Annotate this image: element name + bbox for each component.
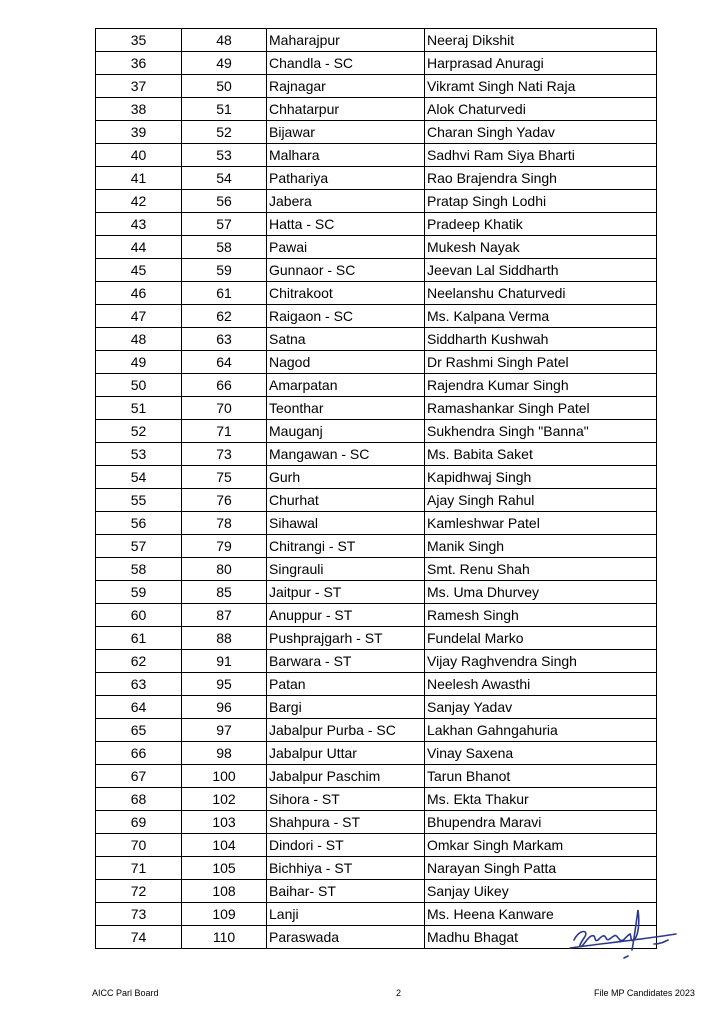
candidate-name-cell: Lakhan Gahngahuria [425,719,657,742]
ac-number-cell: 88 [182,627,267,650]
ac-number-cell: 73 [182,443,267,466]
serial-number-cell: 47 [96,305,182,328]
table-row [96,696,657,719]
constituency-cell: Pawai [267,236,425,259]
constituency-cell: Sihawal [267,512,425,535]
ac-number-cell: 56 [182,190,267,213]
candidate-name-cell: Kapidhwaj Singh [425,466,657,489]
ac-number-cell: 52 [182,121,267,144]
ac-number-cell: 91 [182,650,267,673]
table-row [96,765,657,788]
constituency-cell: Jaitpur - ST [267,581,425,604]
table-row [96,213,657,236]
table-row [96,236,657,259]
table-row [96,558,657,581]
ac-number-cell: 59 [182,259,267,282]
ac-number-cell: 71 [182,420,267,443]
candidate-name-cell: Narayan Singh Patta [425,857,657,880]
constituency-cell: Raigaon - SC [267,305,425,328]
ac-number-cell: 64 [182,351,267,374]
ac-number-cell: 54 [182,167,267,190]
serial-number-cell: 48 [96,328,182,351]
ac-number-cell: 98 [182,742,267,765]
table-row [96,627,657,650]
table-row [96,650,657,673]
ac-number-cell: 87 [182,604,267,627]
serial-number-cell: 41 [96,167,182,190]
constituency-cell: Satna [267,328,425,351]
candidate-name-cell: Siddharth Kushwah [425,328,657,351]
ac-number-cell: 53 [182,144,267,167]
serial-number-cell: 63 [96,673,182,696]
constituency-cell: Hatta - SC [267,213,425,236]
table-row [96,466,657,489]
table-row [96,834,657,857]
footer-right-text: File MP Candidates 2023 [594,988,695,998]
candidate-name-cell: Smt. Renu Shah [425,558,657,581]
constituency-cell: Jabalpur Uttar [267,742,425,765]
signature-image [568,904,680,966]
candidate-name-cell: Ms. Uma Dhurvey [425,581,657,604]
constituency-cell: Jabalpur Paschim [267,765,425,788]
ac-number-cell: 100 [182,765,267,788]
ac-number-cell: 85 [182,581,267,604]
serial-number-cell: 54 [96,466,182,489]
table-row [96,397,657,420]
constituency-cell: Singrauli [267,558,425,581]
constituency-cell: Anuppur - ST [267,604,425,627]
table-row [96,512,657,535]
table-row [96,535,657,558]
candidate-name-cell: Tarun Bhanot [425,765,657,788]
table-row [96,811,657,834]
ac-number-cell: 50 [182,75,267,98]
ac-number-cell: 104 [182,834,267,857]
serial-number-cell: 44 [96,236,182,259]
serial-number-cell: 37 [96,75,182,98]
candidate-name-cell: Dr Rashmi Singh Patel [425,351,657,374]
serial-number-cell: 46 [96,282,182,305]
candidates-table-body [96,29,657,949]
ac-number-cell: 49 [182,52,267,75]
constituency-cell: Gurh [267,466,425,489]
candidate-name-cell: Manik Singh [425,535,657,558]
ac-number-cell: 51 [182,98,267,121]
candidate-name-cell: Neeraj Dikshit [425,29,657,52]
constituency-cell: Dindori - ST [267,834,425,857]
serial-number-cell: 65 [96,719,182,742]
ac-number-cell: 103 [182,811,267,834]
ac-number-cell: 75 [182,466,267,489]
serial-number-cell: 35 [96,29,182,52]
constituency-cell: Pathariya [267,167,425,190]
serial-number-cell: 70 [96,834,182,857]
table-row [96,351,657,374]
candidate-name-cell: Sanjay Uikey [425,880,657,903]
candidate-name-cell: Ms. Heena Kanware [425,903,657,926]
table-row [96,167,657,190]
table-row [96,374,657,397]
table-row [96,98,657,121]
table-row [96,52,657,75]
constituency-cell: Mauganj [267,420,425,443]
ac-number-cell: 78 [182,512,267,535]
serial-number-cell: 61 [96,627,182,650]
constituency-cell: Malhara [267,144,425,167]
ac-number-cell: 66 [182,374,267,397]
constituency-cell: Mangawan - SC [267,443,425,466]
ac-number-cell: 79 [182,535,267,558]
serial-number-cell: 50 [96,374,182,397]
table-row [96,190,657,213]
table-row [96,788,657,811]
table-row [96,121,657,144]
serial-number-cell: 67 [96,765,182,788]
candidate-name-cell: Harprasad Anuragi [425,52,657,75]
serial-number-cell: 72 [96,880,182,903]
table-row [96,719,657,742]
candidate-name-cell: Madhu Bhagat [425,926,657,949]
serial-number-cell: 39 [96,121,182,144]
candidate-name-cell: Alok Chaturvedi [425,98,657,121]
constituency-cell: Bichhiya - ST [267,857,425,880]
serial-number-cell: 57 [96,535,182,558]
serial-number-cell: 45 [96,259,182,282]
ac-number-cell: 105 [182,857,267,880]
constituency-cell: Jabera [267,190,425,213]
serial-number-cell: 66 [96,742,182,765]
constituency-cell: Chandla - SC [267,52,425,75]
candidate-name-cell: Sukhendra Singh "Banna" [425,420,657,443]
candidate-name-cell: Charan Singh Yadav [425,121,657,144]
constituency-cell: Chitrakoot [267,282,425,305]
candidate-name-cell: Sanjay Yadav [425,696,657,719]
ac-number-cell: 63 [182,328,267,351]
constituency-cell: Jabalpur Purba - SC [267,719,425,742]
serial-number-cell: 53 [96,443,182,466]
constituency-cell: Nagod [267,351,425,374]
constituency-cell: Patan [267,673,425,696]
ac-number-cell: 48 [182,29,267,52]
candidate-name-cell: Pratap Singh Lodhi [425,190,657,213]
serial-number-cell: 64 [96,696,182,719]
table-row [96,604,657,627]
candidate-name-cell: Vikramt Singh Nati Raja [425,75,657,98]
constituency-cell: Sihora - ST [267,788,425,811]
table-row [96,673,657,696]
constituency-cell: Churhat [267,489,425,512]
ac-number-cell: 109 [182,903,267,926]
serial-number-cell: 43 [96,213,182,236]
constituency-cell: Chitrangi - ST [267,535,425,558]
serial-number-cell: 58 [96,558,182,581]
table-row [96,305,657,328]
candidate-name-cell: Ms. Kalpana Verma [425,305,657,328]
serial-number-cell: 42 [96,190,182,213]
candidate-name-cell: Rajendra Kumar Singh [425,374,657,397]
candidate-name-cell: Fundelal Marko [425,627,657,650]
serial-number-cell: 59 [96,581,182,604]
table-row [96,880,657,903]
serial-number-cell: 52 [96,420,182,443]
candidate-name-cell: Vinay Saxena [425,742,657,765]
candidate-name-cell: Neelesh Awasthi [425,673,657,696]
constituency-cell: Lanji [267,903,425,926]
candidate-name-cell: Mukesh Nayak [425,236,657,259]
ac-number-cell: 110 [182,926,267,949]
ac-number-cell: 97 [182,719,267,742]
candidate-name-cell: Ms. Babita Saket [425,443,657,466]
candidate-name-cell: Ramesh Singh [425,604,657,627]
serial-number-cell: 60 [96,604,182,627]
constituency-cell: Rajnagar [267,75,425,98]
constituency-cell: Bargi [267,696,425,719]
candidate-name-cell: Sadhvi Ram Siya Bharti [425,144,657,167]
table-row [96,144,657,167]
table-row [96,328,657,351]
serial-number-cell: 36 [96,52,182,75]
table-row [96,581,657,604]
candidate-name-cell: Rao Brajendra Singh [425,167,657,190]
serial-number-cell: 74 [96,926,182,949]
ac-number-cell: 70 [182,397,267,420]
constituency-cell: Baihar- ST [267,880,425,903]
ac-number-cell: 61 [182,282,267,305]
ac-number-cell: 57 [182,213,267,236]
constituency-cell: Maharajpur [267,29,425,52]
ac-number-cell: 95 [182,673,267,696]
footer-left-text: AICC Parl Board [92,988,159,998]
table-row [96,29,657,52]
ac-number-cell: 62 [182,305,267,328]
constituency-cell: Teonthar [267,397,425,420]
constituency-cell: Chhatarpur [267,98,425,121]
constituency-cell: Barwara - ST [267,650,425,673]
serial-number-cell: 73 [96,903,182,926]
constituency-cell: Pushprajgarh - ST [267,627,425,650]
ac-number-cell: 108 [182,880,267,903]
serial-number-cell: 69 [96,811,182,834]
candidate-name-cell: Bhupendra Maravi [425,811,657,834]
serial-number-cell: 40 [96,144,182,167]
ac-number-cell: 58 [182,236,267,259]
serial-number-cell: 51 [96,397,182,420]
table-row [96,742,657,765]
table-row [96,857,657,880]
table-row [96,282,657,305]
constituency-cell: Amarpatan [267,374,425,397]
serial-number-cell: 62 [96,650,182,673]
constituency-cell: Gunnaor - SC [267,259,425,282]
serial-number-cell: 55 [96,489,182,512]
serial-number-cell: 49 [96,351,182,374]
table-row [96,259,657,282]
candidates-table [95,28,657,949]
serial-number-cell: 71 [96,857,182,880]
constituency-cell: Paraswada [267,926,425,949]
candidate-name-cell: Omkar Singh Markam [425,834,657,857]
candidate-name-cell: Ms. Ekta Thakur [425,788,657,811]
candidate-name-cell: Jeevan Lal Siddharth [425,259,657,282]
page-number: 2 [396,988,402,998]
candidate-name-cell: Ajay Singh Rahul [425,489,657,512]
serial-number-cell: 56 [96,512,182,535]
candidate-name-cell: Neelanshu Chaturvedi [425,282,657,305]
ac-number-cell: 80 [182,558,267,581]
table-row [96,489,657,512]
candidate-name-cell: Ramashankar Singh Patel [425,397,657,420]
ac-number-cell: 102 [182,788,267,811]
ac-number-cell: 96 [182,696,267,719]
constituency-cell: Bijawar [267,121,425,144]
table-row [96,75,657,98]
ac-number-cell: 76 [182,489,267,512]
serial-number-cell: 38 [96,98,182,121]
candidate-name-cell: Pradeep Khatik [425,213,657,236]
table-row [96,443,657,466]
candidate-name-cell: Kamleshwar Patel [425,512,657,535]
table-row [96,420,657,443]
candidate-name-cell: Vijay Raghvendra Singh [425,650,657,673]
serial-number-cell: 68 [96,788,182,811]
constituency-cell: Shahpura - ST [267,811,425,834]
